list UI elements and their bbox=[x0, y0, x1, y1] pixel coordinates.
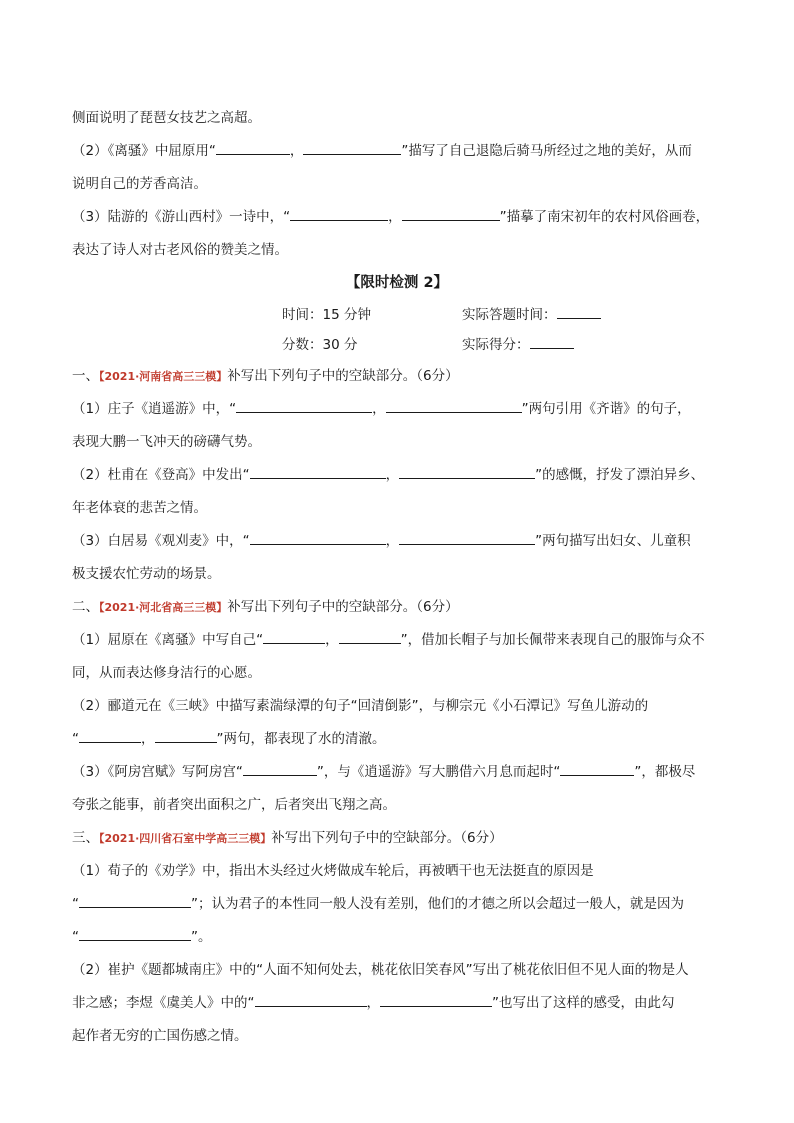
question-text: 年老体衰的悲苦之情。 bbox=[72, 500, 207, 516]
s3-q1-line-3 bbox=[72, 921, 722, 954]
section-instruction: 补写出下列句子中的空缺部分。（6分） bbox=[227, 368, 459, 384]
question-text: “ bbox=[72, 731, 79, 747]
section-number: 一、 bbox=[72, 368, 99, 384]
question-text: ”的感慨，抒发了漂泊异乡、 bbox=[535, 467, 705, 483]
question-text: （1）荀子的《劝学》中，指出木头经过火烤做成车轮后，再被晒干也无法挺直的原因是 bbox=[72, 863, 594, 879]
question-text: ， bbox=[385, 533, 400, 549]
answer-blank[interactable] bbox=[79, 893, 191, 908]
question-text: 夸张之能事，前者突出面积之广，后者突出飞翔之高。 bbox=[72, 797, 396, 813]
answer-blank[interactable] bbox=[255, 992, 367, 1007]
question-text: （1）庄子《逍遥游》中，“ bbox=[72, 401, 237, 417]
section-2-heading bbox=[72, 591, 722, 624]
source-tag: 【2021·河北省高三三模】 bbox=[99, 601, 228, 614]
question-text: ”；认为君子的本性同一般人没有差别，他们的才德之所以会超过一般人，就是因为 bbox=[191, 896, 684, 912]
question-text: ”也写出了这样的感受，由此勾 bbox=[492, 995, 675, 1011]
source-tag: 【2021·四川省石室中学高三三模】 bbox=[99, 832, 272, 845]
score-label: 分数：30 分 bbox=[282, 337, 358, 353]
answer-blank[interactable] bbox=[250, 464, 386, 479]
question-text: ， bbox=[388, 209, 402, 225]
question-text: 极支援农忙劳动的场景。 bbox=[72, 566, 221, 582]
s2-q1-line-2 bbox=[72, 657, 722, 690]
s1-q3-line bbox=[72, 525, 722, 558]
answer-blank[interactable] bbox=[263, 629, 325, 644]
s3-q2-line-3 bbox=[72, 1020, 722, 1053]
question-text: 说明自己的芳香高洁。 bbox=[72, 176, 207, 192]
answer-blank[interactable] bbox=[399, 530, 535, 545]
question-text: （2）《离骚》中屈原用“ bbox=[72, 143, 216, 159]
s2-q3-line-2 bbox=[72, 789, 722, 822]
answer-blank[interactable] bbox=[155, 728, 217, 743]
s2-q2-line bbox=[72, 690, 722, 723]
source-tag: 【2021·河南省高三三模】 bbox=[99, 370, 228, 383]
intro-q2-line bbox=[72, 135, 722, 168]
s3-q2-line-2 bbox=[72, 987, 722, 1020]
question-text: ”。 bbox=[191, 929, 212, 945]
answer-blank[interactable] bbox=[216, 140, 290, 155]
section-number: 三、 bbox=[72, 830, 99, 846]
answer-blank[interactable] bbox=[399, 464, 535, 479]
actual-score-label: 实际得分： bbox=[462, 337, 530, 353]
intro-line-1 bbox=[72, 102, 722, 135]
section-number: 二、 bbox=[72, 599, 99, 615]
question-text: 同，从而表达修身洁行的心愿。 bbox=[72, 665, 261, 681]
test-title: 【限时检测 2】 bbox=[345, 275, 449, 291]
question-text: （1）屈原在《离骚》中写自己“ bbox=[72, 632, 264, 648]
question-text: （2）郦道元在《三峡》中描写素湍绿潭的句子“回清倒影”，与柳宗元《小石潭记》写鱼儿游动的 bbox=[72, 698, 649, 714]
s1-q1-line bbox=[72, 393, 722, 426]
s2-q3-line bbox=[72, 756, 722, 789]
answer-blank[interactable] bbox=[380, 992, 492, 1007]
intro-q3-line bbox=[72, 201, 722, 234]
question-text: ”描摹了南宋初年的农村风俗画卷， bbox=[499, 209, 710, 225]
answer-blank[interactable] bbox=[250, 530, 386, 545]
question-text: （2）崔护《题都城南庄》中的“人面不知何处去，桃花依旧笑春风”写出了桃花依旧但不见人面的物是人 bbox=[72, 962, 689, 978]
question-text: ， bbox=[141, 731, 155, 747]
question-text: 起作者无穷的亡国伤感之情。 bbox=[72, 1028, 248, 1044]
question-text: ， bbox=[289, 143, 304, 159]
question-text: ”描写了自己退隐后骑马所经过之地的美好，从而 bbox=[401, 143, 692, 159]
section-3-heading bbox=[72, 822, 722, 855]
actual-time-blank[interactable] bbox=[557, 304, 601, 319]
question-text: ”，与《逍遥游》写大鹏借六月息而起时“ bbox=[316, 764, 561, 780]
question-text: （3）《阿房宫赋》写阿房宫“ bbox=[72, 764, 243, 780]
s2-q2-line-2 bbox=[72, 723, 722, 756]
s1-q2-line-2 bbox=[72, 492, 722, 525]
question-text: ， bbox=[366, 995, 380, 1011]
question-text: “ bbox=[72, 929, 79, 945]
question-text: （3）陆游的《游山西村》一诗中，“ bbox=[72, 209, 291, 225]
question-text: （3）白居易《观刈麦》中，“ bbox=[72, 533, 250, 549]
s3-q1-line-2 bbox=[72, 888, 722, 921]
question-text: ”两句描写出妇女、儿童积 bbox=[535, 533, 691, 549]
question-text: 表现大鹏一飞冲天的磅礴气势。 bbox=[72, 434, 261, 450]
time-label: 时间：15 分钟 bbox=[282, 307, 371, 323]
answer-blank[interactable] bbox=[402, 206, 500, 221]
question-text: ， bbox=[385, 467, 400, 483]
s2-q1-line bbox=[72, 624, 722, 657]
question-text: ， bbox=[325, 632, 339, 648]
answer-blank[interactable] bbox=[236, 398, 372, 413]
s3-q2-line bbox=[72, 954, 722, 987]
section-1-heading bbox=[72, 360, 722, 393]
intro-text: 侧面说明了琵琶女技艺之高超。 bbox=[72, 110, 261, 126]
question-text: ”，都极尽 bbox=[634, 764, 696, 780]
time-info-row bbox=[72, 300, 722, 330]
actual-score-field bbox=[462, 330, 574, 360]
s3-q1-line bbox=[72, 855, 722, 888]
actual-score-blank[interactable] bbox=[530, 334, 574, 349]
s1-q1-line-2 bbox=[72, 426, 722, 459]
score-info-row bbox=[72, 330, 722, 360]
section-instruction: 补写出下列句子中的空缺部分。（6分） bbox=[227, 599, 459, 615]
answer-blank[interactable] bbox=[339, 629, 401, 644]
question-text: （2）杜甫在《登高》中发出“ bbox=[72, 467, 250, 483]
question-text: 非之感；李煜《虞美人》中的“ bbox=[72, 995, 255, 1011]
question-text: ”，借加长帽子与加长佩带来表现自己的服饰与众不 bbox=[400, 632, 705, 648]
answer-blank[interactable] bbox=[290, 206, 388, 221]
intro-q2-line-2 bbox=[72, 168, 722, 201]
answer-blank[interactable] bbox=[303, 140, 401, 155]
answer-blank[interactable] bbox=[560, 761, 634, 776]
answer-blank[interactable] bbox=[79, 728, 141, 743]
question-text: ”两句引用《齐谐》的句子， bbox=[521, 401, 691, 417]
s1-q3-line-2 bbox=[72, 558, 722, 591]
question-text: ， bbox=[372, 401, 386, 417]
question-text: ”两句，都表现了水的清澈。 bbox=[216, 731, 386, 747]
question-text: “ bbox=[72, 896, 79, 912]
answer-blank[interactable] bbox=[243, 761, 317, 776]
s1-q2-line bbox=[72, 459, 722, 492]
answer-blank[interactable] bbox=[79, 926, 191, 941]
answer-blank[interactable] bbox=[386, 398, 522, 413]
question-text: 表达了诗人对古老风俗的赞美之情。 bbox=[72, 242, 288, 258]
intro-q3-line-2 bbox=[72, 234, 722, 267]
actual-time-field bbox=[462, 300, 601, 330]
section-instruction: 补写出下列句子中的空缺部分。（6分） bbox=[271, 830, 503, 846]
actual-time-label: 实际答题时间： bbox=[462, 307, 557, 323]
